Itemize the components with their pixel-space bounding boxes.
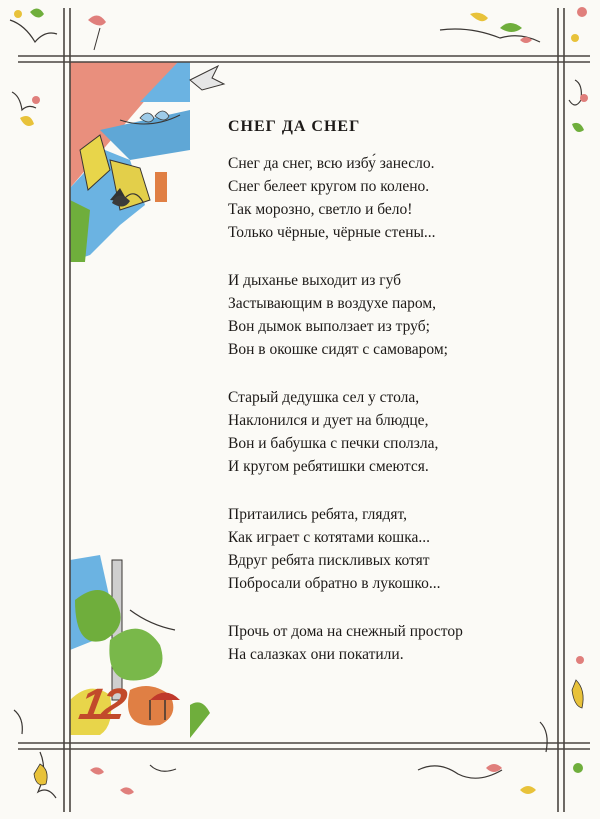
stanza-2 (228, 269, 568, 361)
poem-line: Как играет с котятами кошка... (228, 529, 431, 546)
poem-line: Так морозно, светло и бело! (228, 201, 413, 218)
poem-line: Старый дедушка сел у стола, (228, 389, 420, 406)
poem-line: Вон и бабушка с печки сползла, (228, 435, 439, 452)
poem-line: Вон в окошке сидят с самоваром; (228, 341, 448, 358)
stanza-3 (228, 386, 568, 478)
poem-line: Притаились ребята, глядят, (228, 506, 408, 523)
poem-line: И кругом ребятишки смеются. (228, 458, 429, 475)
poem (228, 118, 568, 691)
poem-line: Снег да снег, всю избу́ занесло. (228, 155, 435, 172)
poem-line: Снег белеет кругом по колено. (228, 178, 430, 195)
corner-ornament-top-right (440, 7, 588, 132)
village-illustration (70, 62, 224, 262)
poem-line: Вон дымок выползает из труб; (228, 318, 430, 335)
page-number: 12 (75, 680, 128, 729)
poem-line: Наклонился и дует на блюдце, (228, 412, 429, 429)
poem-line: Побросали обратно в лукошко... (228, 575, 441, 592)
poem-line: И дыханье выходит из губ (228, 272, 402, 289)
stanza-5 (228, 620, 568, 666)
stanza-4 (228, 503, 568, 595)
poem-line: Вдруг ребята пискливых котят (228, 552, 430, 569)
poem-line: На салазках они покатили. (228, 646, 404, 663)
poem-line: Прочь от дома на снежный простор (228, 623, 463, 640)
poem-title: СНЕГ ДА СНЕГ (228, 118, 361, 135)
poem-line: Застывающим в воздухе паром, (228, 295, 437, 312)
poem-line: Только чёрные, чёрные стены... (228, 224, 436, 241)
stanza-1 (228, 152, 568, 244)
